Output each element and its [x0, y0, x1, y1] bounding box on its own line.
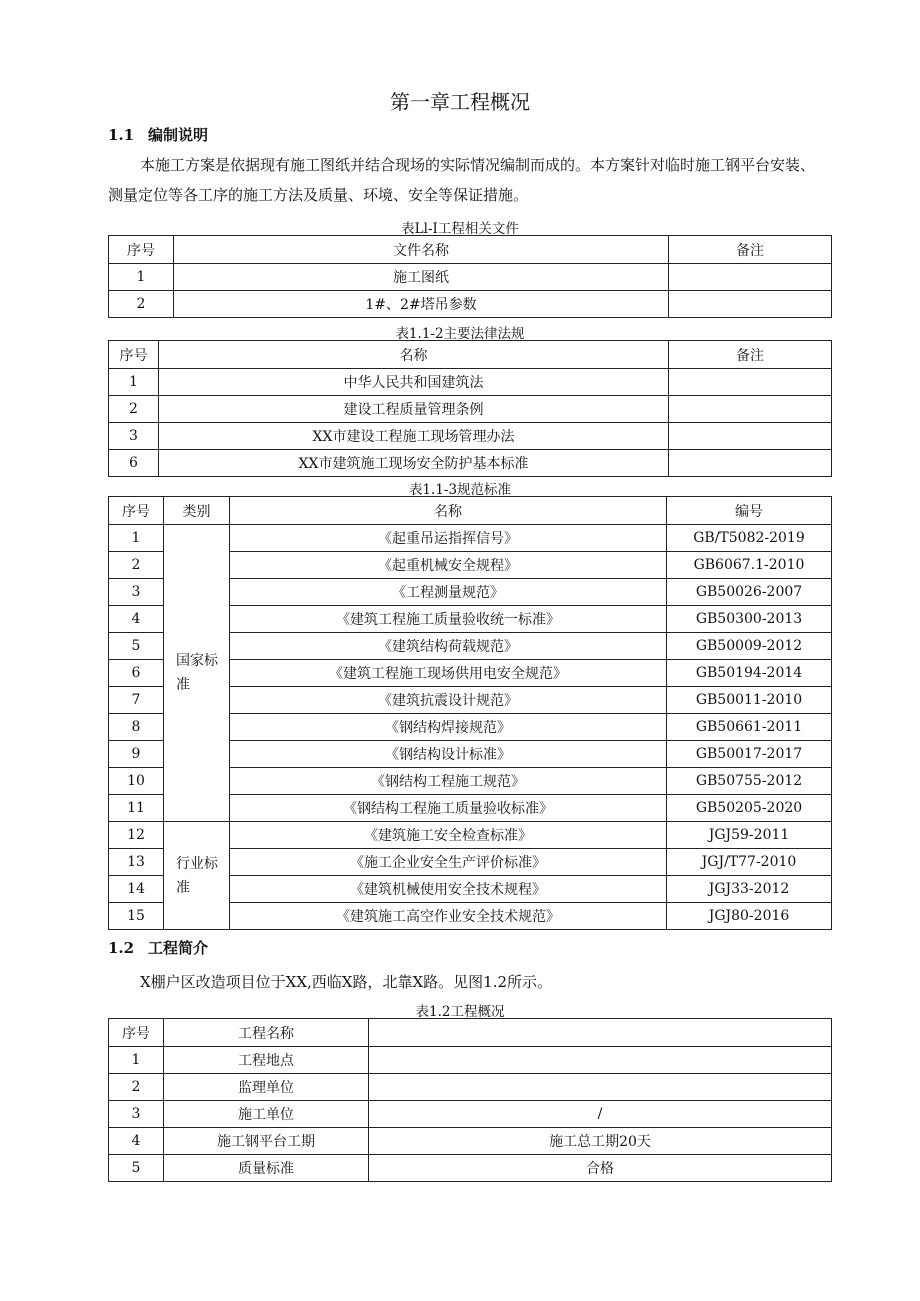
table-cell: 3	[109, 1101, 164, 1128]
table-row	[109, 1047, 832, 1074]
table-cell	[669, 450, 832, 477]
header-cell: 名称	[230, 497, 667, 525]
table-cell: GB50011-2010	[667, 687, 832, 714]
table-cell: 《起重机械安全规程》	[230, 552, 667, 579]
table-cell: 5	[109, 633, 164, 660]
header-cell: 序号	[109, 497, 164, 525]
table-cell: 《钢结构工程施工规范》	[230, 768, 667, 795]
table-cell: GB50205-2020	[667, 795, 832, 822]
table-cell: 2	[109, 1074, 164, 1101]
category-industry-standard: 行业标准	[164, 822, 230, 930]
table-cell: 《建筑施工安全检查标准》	[230, 822, 667, 849]
table-cell: 合格	[369, 1155, 832, 1182]
table-cell: 施工单位	[164, 1101, 369, 1128]
header-cell: 工程名称	[164, 1019, 369, 1047]
table2-caption: 表1.1-2主要法律法规	[395, 326, 525, 342]
table-row	[109, 1074, 832, 1101]
header-cell: 备注	[669, 341, 832, 369]
table-cell: JGJ59-2011	[667, 822, 832, 849]
project-overview-table	[108, 1018, 832, 1182]
table-row	[109, 525, 832, 552]
standards-table	[108, 496, 832, 930]
table-cell: GB50026-2007	[667, 579, 832, 606]
table-cell: 2	[109, 291, 174, 318]
table-cell: /	[369, 1101, 832, 1128]
table-cell: 《建筑工程施工现场供用电安全规范》	[230, 660, 667, 687]
table-cell: 6	[109, 660, 164, 687]
table-cell: GB/T5082-2019	[667, 525, 832, 552]
table-cell: 施工总工期20天	[369, 1128, 832, 1155]
table-cell: 1	[109, 264, 174, 291]
table-cell: 10	[109, 768, 164, 795]
table-cell: GB50194-2014	[667, 660, 832, 687]
table-row	[109, 423, 832, 450]
section-title: 工程简介	[148, 939, 209, 957]
table-header-row	[109, 341, 832, 369]
header-cell: 编号	[667, 497, 832, 525]
table-cell: 7	[109, 687, 164, 714]
table-row	[109, 1128, 832, 1155]
header-cell	[369, 1019, 832, 1047]
table-cell: 1	[109, 525, 164, 552]
laws-regulations-table	[108, 340, 832, 477]
category-national-standard: 国家标准	[164, 525, 230, 822]
table-cell: 3	[109, 423, 159, 450]
table-cell: 《施工企业安全生产评价标准》	[230, 849, 667, 876]
table-cell: 12	[109, 822, 164, 849]
table-cell: 质量标准	[164, 1155, 369, 1182]
table-cell: 施工钢平台工期	[164, 1128, 369, 1155]
table-row	[109, 1101, 832, 1128]
table-cell	[669, 264, 832, 291]
table-cell: GB50755-2012	[667, 768, 832, 795]
section-heading-1-2	[108, 937, 208, 958]
table-cell	[669, 396, 832, 423]
page-title: 第一章工程概况	[390, 90, 530, 114]
table-cell: XX市建筑施工现场安全防护基本标准	[159, 450, 669, 477]
table-cell: JGJ/T77-2010	[667, 849, 832, 876]
table-cell: 《建筑施工高空作业安全技术规范》	[230, 903, 667, 930]
table-cell: 《钢结构工程施工质量验收标准》	[230, 795, 667, 822]
table-cell: 4	[109, 606, 164, 633]
header-cell: 序号	[109, 236, 174, 264]
table-cell: 施工图纸	[174, 264, 669, 291]
table3-caption: 表1.1-3规范标准	[408, 482, 512, 498]
table-cell: 《钢结构设计标准》	[230, 741, 667, 768]
table-row	[109, 450, 832, 477]
table-cell: 《建筑工程施工质量验收统一标准》	[230, 606, 667, 633]
table-cell: GB50661-2011	[667, 714, 832, 741]
table-cell: 《钢结构焊接规范》	[230, 714, 667, 741]
header-cell: 文件名称	[174, 236, 669, 264]
table-cell: 《建筑结构荷载规范》	[230, 633, 667, 660]
overview-paragraph: X棚户区改造项目位于XX,西临X路，北靠X路。见图1.2所示。	[140, 973, 553, 991]
header-cell: 序号	[109, 1019, 164, 1047]
section-title: 编制说明	[148, 126, 209, 144]
table-cell: 《工程测量规范》	[230, 579, 667, 606]
table-cell: 14	[109, 876, 164, 903]
table-cell	[369, 1074, 832, 1101]
table-cell: 13	[109, 849, 164, 876]
section-number: 1.1	[108, 126, 135, 144]
table-cell: GB50300-2013	[667, 606, 832, 633]
table-row	[109, 291, 832, 318]
table-cell: 工程地点	[164, 1047, 369, 1074]
table-cell: 监理单位	[164, 1074, 369, 1101]
table-cell: 8	[109, 714, 164, 741]
table-cell: XX市建设工程施工现场管理办法	[159, 423, 669, 450]
table-cell	[369, 1047, 832, 1074]
intro-paragraph: 本施工方案是依据现有施工图纸并结合现场的实际情况编制而成的。本方案针对临时施工钢平台安装、测量定位等各工序的施工方法及质量、环境、安全等保证措施。	[108, 156, 816, 204]
table-row	[109, 396, 832, 423]
table-cell: 9	[109, 741, 164, 768]
table-cell: 11	[109, 795, 164, 822]
header-cell: 名称	[159, 341, 669, 369]
table-row	[109, 1155, 832, 1182]
table-cell: GB6067.1-2010	[667, 552, 832, 579]
table-row	[109, 264, 832, 291]
table-cell: 1	[109, 1047, 164, 1074]
table-cell: 5	[109, 1155, 164, 1182]
table-cell: JGJ80-2016	[667, 903, 832, 930]
table-cell: 2	[109, 552, 164, 579]
table-header-row	[109, 497, 832, 525]
table-header-row	[109, 236, 832, 264]
table-cell: 2	[109, 396, 159, 423]
related-documents-table	[108, 235, 832, 318]
table-header-row	[109, 1019, 832, 1047]
table-row	[109, 369, 832, 396]
table-cell: GB50017-2017	[667, 741, 832, 768]
table1-caption: 表Ll-I工程相关文件	[401, 221, 519, 237]
table-cell: 3	[109, 579, 164, 606]
table-cell: 15	[109, 903, 164, 930]
table-cell	[669, 423, 832, 450]
table-cell: 4	[109, 1128, 164, 1155]
section-number: 1.2	[108, 939, 135, 957]
table-cell: 《起重吊运指挥信号》	[230, 525, 667, 552]
header-cell: 序号	[109, 341, 159, 369]
table-cell: 6	[109, 450, 159, 477]
table-cell: JGJ33-2012	[667, 876, 832, 903]
section-heading-1-1	[108, 124, 208, 145]
table-cell: 建设工程质量管理条例	[159, 396, 669, 423]
header-cell: 备注	[669, 236, 832, 264]
table-cell	[669, 291, 832, 318]
table-cell: GB50009-2012	[667, 633, 832, 660]
table-cell: 中华人民共和国建筑法	[159, 369, 669, 396]
table-cell: 1#、2#塔吊参数	[174, 291, 669, 318]
table4-caption: 表1.2工程概况	[415, 1004, 505, 1020]
table-cell: 1	[109, 369, 159, 396]
table-cell	[669, 369, 832, 396]
table-cell: 《建筑机械使用安全技术规程》	[230, 876, 667, 903]
header-cell: 类别	[164, 497, 230, 525]
table-cell: 《建筑抗震设计规范》	[230, 687, 667, 714]
table-row	[109, 822, 832, 849]
